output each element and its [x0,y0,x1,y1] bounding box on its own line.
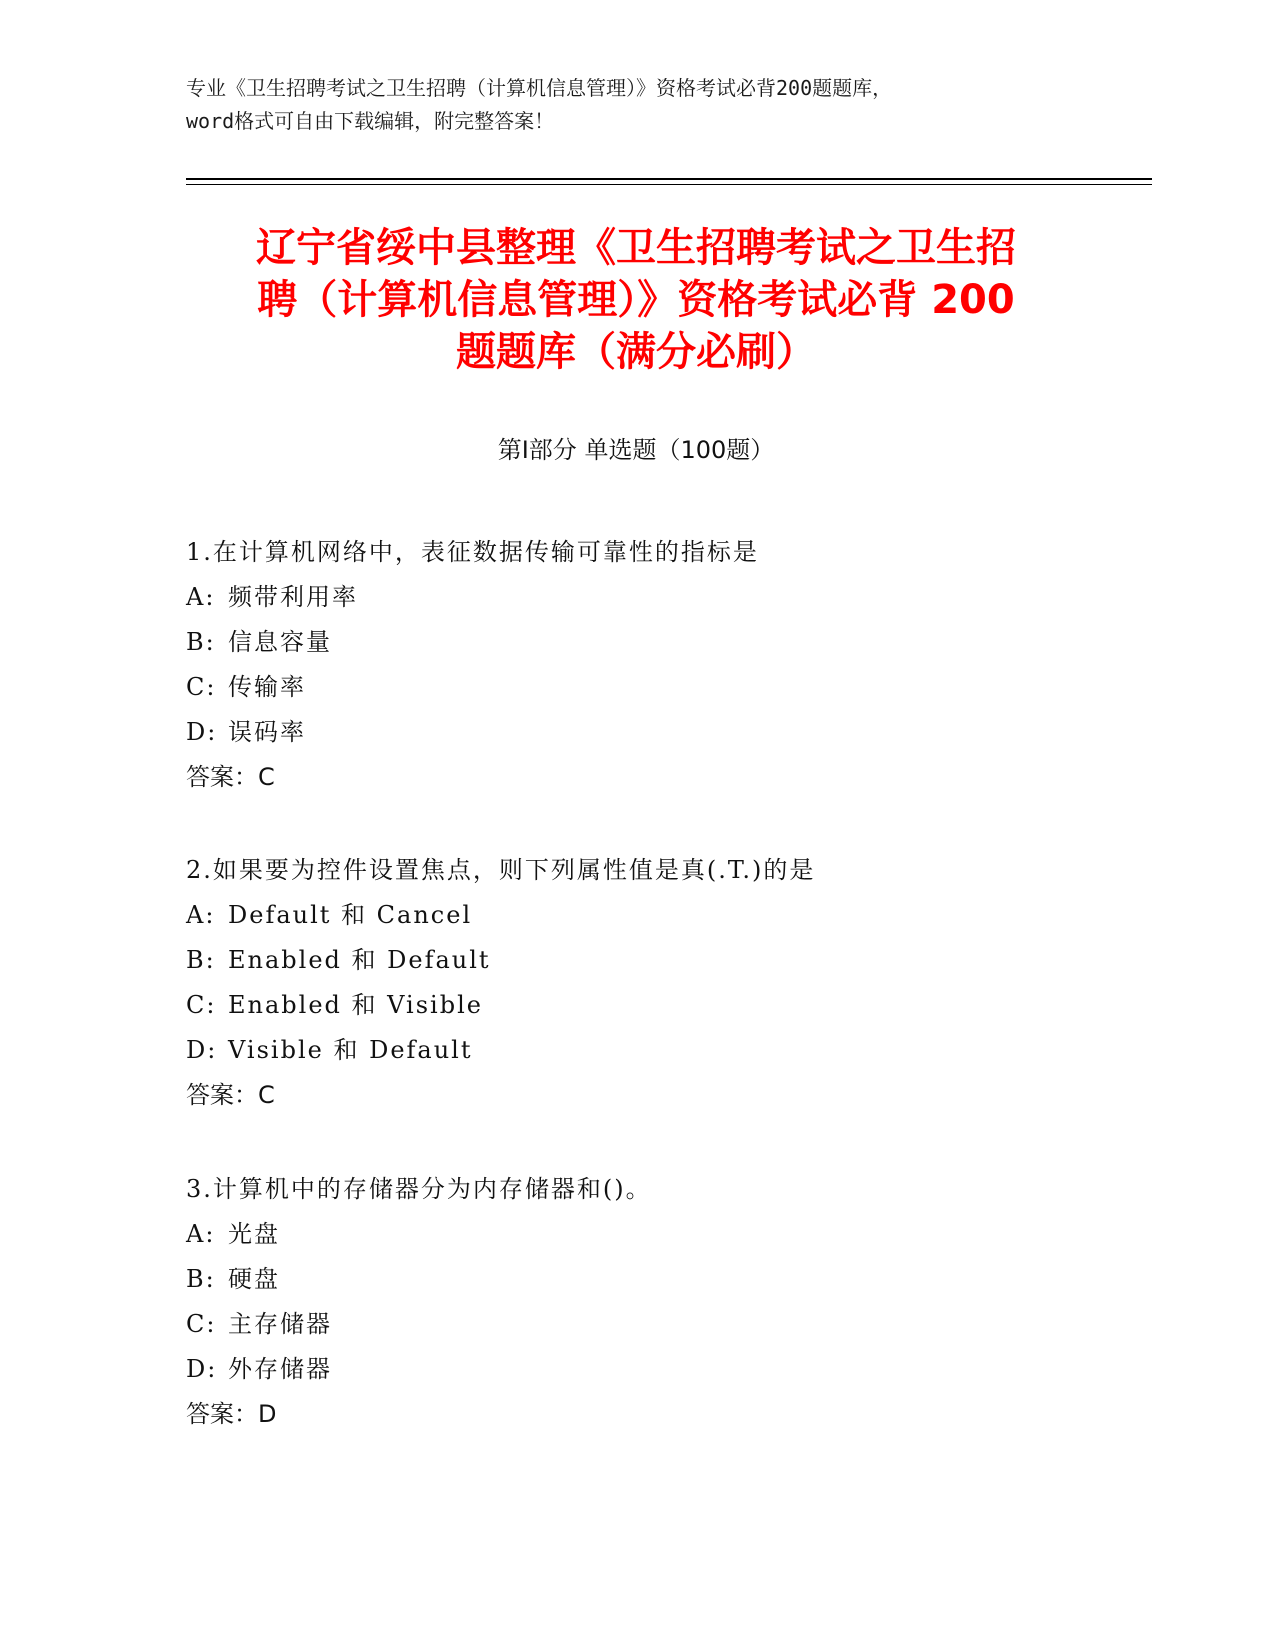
option-b [186,1257,1126,1302]
option-letter: D: [186,718,218,746]
option-a [186,1212,1126,1257]
option-a [186,893,1126,938]
option-a [186,575,1126,620]
section-title: 第Ⅰ部分 单选题（100题） [497,436,775,464]
option-text: 主存储器 [228,1310,332,1338]
question-stem: 3.计算机中的存储器分为内存储器和()。 [186,1175,652,1203]
question-1 [186,530,1126,800]
question-stem: 1.在计算机网络中，表征数据传输可靠性的指标是 [186,538,759,566]
option-text: Default 和 Cancel [228,901,473,929]
option-text: 误码率 [228,718,306,746]
option-letter: D: [186,1355,218,1383]
header-divider-thin [186,184,1152,185]
question-2 [186,848,1126,1118]
option-text: Visible 和 Default [228,1036,473,1064]
option-text: 频带利用率 [228,583,358,611]
option-letter: B: [186,946,216,974]
option-text: 外存储器 [228,1355,332,1383]
question-stem: 2.如果要为控件设置焦点，则下列属性值是真(.T.)的是 [186,856,816,884]
header-note-line-2: word格式可自由下载编辑，附完整答案！ [186,109,555,133]
option-text: Enabled 和 Default [228,946,491,974]
option-d [186,1028,1126,1073]
question-3 [186,1167,1126,1437]
option-letter: A: [186,583,216,611]
option-letter: D: [186,1036,218,1064]
answer-line: 答案：C [186,763,275,791]
option-c [186,1302,1126,1347]
option-letter: B: [186,1265,216,1293]
option-text: Enabled 和 Visible [228,991,483,1019]
option-text: 传输率 [228,673,306,701]
title-line-2: 聘（计算机信息管理）》资格考试必背 200 [257,277,1015,323]
answer-line: 答案：C [186,1081,275,1109]
option-text: 光盘 [228,1220,280,1248]
title-line-1: 辽宁省绥中县整理《卫生招聘考试之卫生招 [256,225,1016,271]
option-b [186,620,1126,665]
title-line-3: 题题库（满分必刷） [456,329,816,375]
option-letter: A: [186,901,216,929]
option-letter: B: [186,628,216,656]
option-text: 硬盘 [228,1265,280,1293]
header-note-line-1: 专业《卫生招聘考试之卫生招聘（计算机信息管理）》资格考试必背200题题库， [186,76,893,100]
option-d [186,710,1126,755]
option-letter: C: [186,991,217,1019]
option-c [186,665,1126,710]
option-d [186,1347,1126,1392]
option-b [186,938,1126,983]
option-text: 信息容量 [228,628,332,656]
option-letter: A: [186,1220,216,1248]
option-c [186,983,1126,1028]
document-title [186,222,1086,378]
answer-line: 答案：D [186,1400,277,1428]
header-divider-thick [186,178,1152,180]
option-letter: C: [186,1310,217,1338]
header-note [186,72,1086,138]
option-letter: C: [186,673,217,701]
